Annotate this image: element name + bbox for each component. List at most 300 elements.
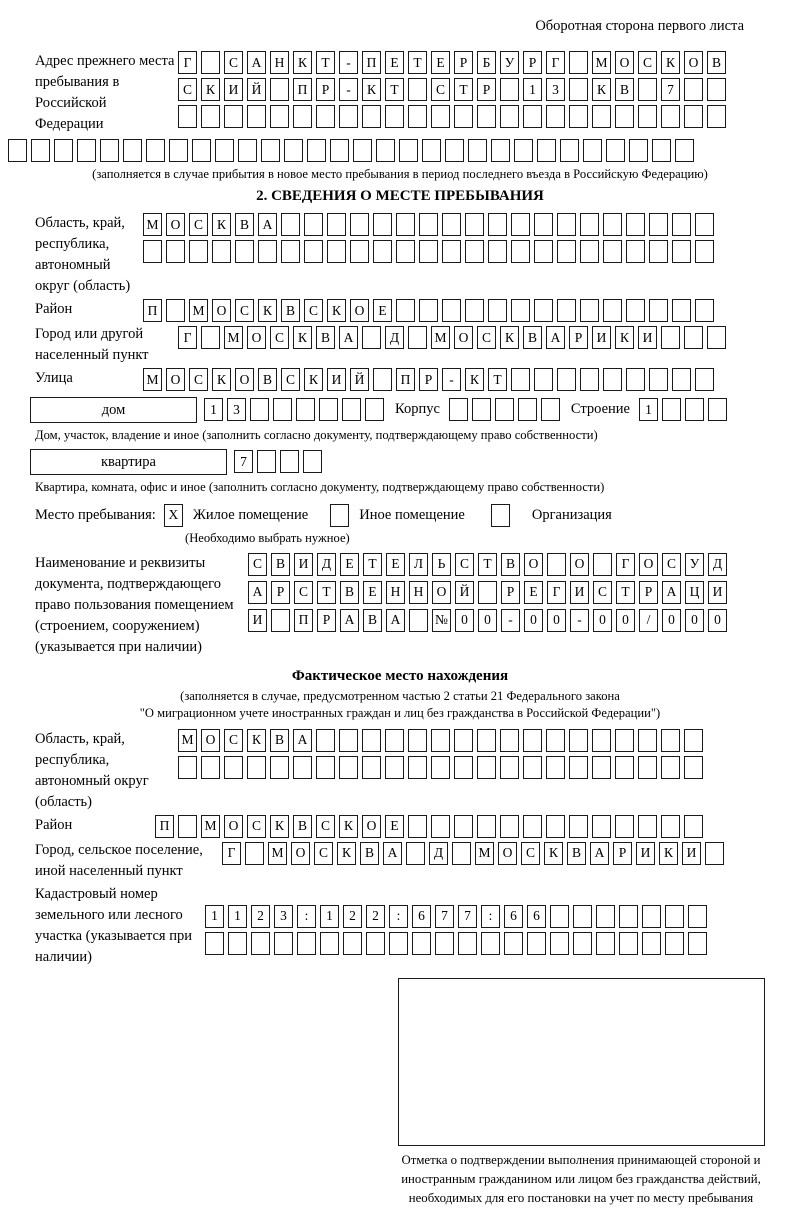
char-cell[interactable]: В — [340, 581, 359, 604]
char-cell[interactable]: С — [247, 815, 266, 838]
char-cell[interactable] — [192, 139, 211, 162]
char-cell[interactable] — [619, 932, 638, 955]
char-cell[interactable] — [638, 78, 657, 101]
char-cell[interactable] — [350, 240, 369, 263]
char-cell[interactable] — [626, 368, 645, 391]
char-cell[interactable] — [685, 398, 704, 421]
char-cell[interactable]: Г — [616, 553, 635, 576]
char-cell[interactable]: - — [501, 609, 520, 632]
char-cell[interactable] — [557, 213, 576, 236]
char-cell[interactable]: О — [212, 299, 231, 322]
char-cell[interactable]: П — [294, 609, 313, 632]
char-cell[interactable] — [649, 368, 668, 391]
char-cell[interactable]: М — [475, 842, 494, 865]
char-cell[interactable]: О — [247, 326, 266, 349]
checkbox-organizaciya[interactable] — [491, 504, 510, 527]
char-cell[interactable]: 7 — [234, 450, 253, 473]
char-cell[interactable] — [511, 299, 530, 322]
char-cell[interactable] — [593, 553, 612, 576]
char-cell[interactable] — [123, 139, 142, 162]
char-cell[interactable] — [408, 756, 427, 779]
char-cell[interactable] — [661, 815, 680, 838]
char-cell[interactable] — [672, 240, 691, 263]
char-cell[interactable] — [626, 299, 645, 322]
char-cell[interactable]: П — [293, 78, 312, 101]
char-cell[interactable] — [353, 139, 372, 162]
char-cell[interactable] — [396, 240, 415, 263]
char-cell[interactable] — [684, 756, 703, 779]
char-cell[interactable] — [399, 139, 418, 162]
char-cell[interactable] — [629, 139, 648, 162]
char-cell[interactable] — [389, 932, 408, 955]
char-cell[interactable]: 1 — [204, 398, 223, 421]
char-cell[interactable]: С — [189, 368, 208, 391]
char-cell[interactable] — [396, 299, 415, 322]
char-cell[interactable] — [675, 139, 694, 162]
char-cell[interactable] — [488, 240, 507, 263]
char-cell[interactable]: 0 — [455, 609, 474, 632]
char-cell[interactable] — [523, 729, 542, 752]
char-cell[interactable]: К — [544, 842, 563, 865]
char-cell[interactable] — [178, 815, 197, 838]
char-cell[interactable] — [638, 729, 657, 752]
char-cell[interactable]: В — [360, 842, 379, 865]
char-cell[interactable]: И — [592, 326, 611, 349]
char-cell[interactable]: А — [258, 213, 277, 236]
char-cell[interactable]: М — [224, 326, 243, 349]
char-cell[interactable] — [569, 815, 588, 838]
char-cell[interactable] — [339, 756, 358, 779]
char-cell[interactable] — [419, 299, 438, 322]
char-cell[interactable]: Й — [455, 581, 474, 604]
char-cell[interactable]: Е — [363, 581, 382, 604]
char-cell[interactable]: : — [481, 905, 500, 928]
char-cell[interactable] — [454, 815, 473, 838]
char-cell[interactable] — [550, 932, 569, 955]
char-cell[interactable]: О — [201, 729, 220, 752]
char-cell[interactable] — [454, 756, 473, 779]
char-cell[interactable] — [442, 213, 461, 236]
char-cell[interactable] — [396, 213, 415, 236]
char-cell[interactable]: К — [212, 368, 231, 391]
char-cell[interactable] — [500, 105, 519, 128]
char-cell[interactable] — [373, 213, 392, 236]
char-cell[interactable] — [293, 105, 312, 128]
char-cell[interactable] — [573, 932, 592, 955]
char-cell[interactable] — [454, 729, 473, 752]
char-cell[interactable]: В — [235, 213, 254, 236]
char-cell[interactable] — [661, 729, 680, 752]
char-cell[interactable] — [592, 756, 611, 779]
char-cell[interactable] — [615, 756, 634, 779]
char-cell[interactable] — [319, 398, 338, 421]
char-cell[interactable] — [695, 299, 714, 322]
char-cell[interactable] — [606, 139, 625, 162]
char-cell[interactable] — [695, 213, 714, 236]
char-cell[interactable]: И — [708, 581, 727, 604]
char-cell[interactable] — [569, 756, 588, 779]
char-cell[interactable]: К — [293, 51, 312, 74]
char-cell[interactable]: Т — [363, 553, 382, 576]
char-cell[interactable]: Е — [385, 815, 404, 838]
char-cell[interactable] — [201, 51, 220, 74]
char-cell[interactable]: О — [615, 51, 634, 74]
char-cell[interactable]: О — [524, 553, 543, 576]
char-cell[interactable]: К — [293, 326, 312, 349]
char-cell[interactable]: Т — [616, 581, 635, 604]
char-cell[interactable] — [452, 842, 471, 865]
char-cell[interactable] — [366, 932, 385, 955]
char-cell[interactable] — [580, 368, 599, 391]
char-cell[interactable] — [649, 299, 668, 322]
char-cell[interactable]: В — [281, 299, 300, 322]
char-cell[interactable] — [477, 815, 496, 838]
char-cell[interactable] — [626, 240, 645, 263]
char-cell[interactable] — [408, 326, 427, 349]
char-cell[interactable]: 2 — [366, 905, 385, 928]
char-cell[interactable]: 0 — [524, 609, 543, 632]
char-cell[interactable] — [705, 842, 724, 865]
char-cell[interactable] — [169, 139, 188, 162]
char-cell[interactable]: А — [383, 842, 402, 865]
char-cell[interactable]: 1 — [205, 905, 224, 928]
char-cell[interactable] — [431, 815, 450, 838]
char-cell[interactable] — [201, 326, 220, 349]
char-cell[interactable]: А — [662, 581, 681, 604]
char-cell[interactable]: И — [294, 553, 313, 576]
char-cell[interactable]: С — [316, 815, 335, 838]
char-cell[interactable]: С — [521, 842, 540, 865]
char-cell[interactable] — [224, 756, 243, 779]
char-cell[interactable] — [247, 756, 266, 779]
char-cell[interactable]: Т — [478, 553, 497, 576]
char-cell[interactable]: Т — [488, 368, 507, 391]
char-cell[interactable]: 2 — [343, 905, 362, 928]
char-cell[interactable] — [661, 756, 680, 779]
char-cell[interactable]: Е — [373, 299, 392, 322]
char-cell[interactable]: Р — [523, 51, 542, 74]
char-cell[interactable] — [684, 105, 703, 128]
char-cell[interactable]: Д — [429, 842, 448, 865]
char-cell[interactable] — [373, 240, 392, 263]
char-cell[interactable]: Р — [454, 51, 473, 74]
char-cell[interactable]: 6 — [527, 905, 546, 928]
char-cell[interactable]: М — [268, 842, 287, 865]
char-cell[interactable] — [518, 398, 537, 421]
char-cell[interactable]: Г — [222, 842, 241, 865]
char-cell[interactable]: К — [500, 326, 519, 349]
char-cell[interactable]: С — [455, 553, 474, 576]
char-cell[interactable] — [442, 299, 461, 322]
char-cell[interactable]: 1 — [320, 905, 339, 928]
char-cell[interactable] — [166, 240, 185, 263]
char-cell[interactable] — [270, 78, 289, 101]
char-cell[interactable]: С — [189, 213, 208, 236]
char-cell[interactable] — [297, 932, 316, 955]
char-cell[interactable]: С — [224, 729, 243, 752]
char-cell[interactable]: 7 — [458, 905, 477, 928]
char-cell[interactable]: Г — [547, 581, 566, 604]
char-cell[interactable] — [245, 842, 264, 865]
char-cell[interactable]: С — [593, 581, 612, 604]
char-cell[interactable] — [281, 240, 300, 263]
char-cell[interactable] — [442, 240, 461, 263]
char-cell[interactable]: В — [316, 326, 335, 349]
char-cell[interactable]: К — [592, 78, 611, 101]
char-cell[interactable] — [573, 905, 592, 928]
char-cell[interactable]: П — [362, 51, 381, 74]
char-cell[interactable]: О — [350, 299, 369, 322]
char-cell[interactable]: Н — [409, 581, 428, 604]
char-cell[interactable] — [100, 139, 119, 162]
char-cell[interactable] — [695, 240, 714, 263]
char-cell[interactable]: Т — [408, 51, 427, 74]
char-cell[interactable] — [31, 139, 50, 162]
char-cell[interactable]: Р — [271, 581, 290, 604]
char-cell[interactable]: К — [247, 729, 266, 752]
char-cell[interactable]: 1 — [523, 78, 542, 101]
char-cell[interactable] — [454, 105, 473, 128]
char-cell[interactable]: Й — [350, 368, 369, 391]
char-cell[interactable] — [665, 905, 684, 928]
char-cell[interactable]: К — [258, 299, 277, 322]
char-cell[interactable]: Р — [501, 581, 520, 604]
char-cell[interactable]: О — [454, 326, 473, 349]
char-cell[interactable] — [652, 139, 671, 162]
char-cell[interactable]: - — [339, 78, 358, 101]
char-cell[interactable] — [445, 139, 464, 162]
char-cell[interactable] — [330, 139, 349, 162]
char-cell[interactable]: М — [143, 368, 162, 391]
char-cell[interactable]: Т — [454, 78, 473, 101]
char-cell[interactable] — [304, 213, 323, 236]
char-cell[interactable]: У — [500, 51, 519, 74]
char-cell[interactable] — [385, 756, 404, 779]
char-cell[interactable] — [376, 139, 395, 162]
char-cell[interactable]: В — [258, 368, 277, 391]
char-cell[interactable] — [592, 815, 611, 838]
char-cell[interactable] — [596, 932, 615, 955]
char-cell[interactable] — [504, 932, 523, 955]
char-cell[interactable]: С — [477, 326, 496, 349]
char-cell[interactable]: С — [304, 299, 323, 322]
char-cell[interactable]: 2 — [251, 905, 270, 928]
char-cell[interactable] — [580, 299, 599, 322]
char-cell[interactable]: С — [235, 299, 254, 322]
char-cell[interactable] — [557, 240, 576, 263]
char-cell[interactable]: А — [590, 842, 609, 865]
char-cell[interactable] — [596, 905, 615, 928]
char-cell[interactable] — [431, 105, 450, 128]
char-cell[interactable] — [534, 240, 553, 263]
char-cell[interactable] — [534, 368, 553, 391]
char-cell[interactable]: Ь — [432, 553, 451, 576]
char-cell[interactable]: М — [201, 815, 220, 838]
char-cell[interactable]: О — [166, 368, 185, 391]
char-cell[interactable] — [638, 756, 657, 779]
char-cell[interactable]: К — [465, 368, 484, 391]
char-cell[interactable]: М — [592, 51, 611, 74]
char-cell[interactable] — [409, 609, 428, 632]
char-cell[interactable] — [365, 398, 384, 421]
char-cell[interactable]: 7 — [661, 78, 680, 101]
char-cell[interactable]: И — [248, 609, 267, 632]
char-cell[interactable] — [707, 78, 726, 101]
char-cell[interactable] — [431, 729, 450, 752]
char-cell[interactable] — [500, 815, 519, 838]
char-cell[interactable] — [546, 756, 565, 779]
char-cell[interactable]: И — [638, 326, 657, 349]
char-cell[interactable] — [146, 139, 165, 162]
char-cell[interactable] — [316, 729, 335, 752]
char-cell[interactable] — [419, 240, 438, 263]
char-cell[interactable]: К — [661, 51, 680, 74]
char-cell[interactable]: Е — [340, 553, 359, 576]
char-cell[interactable]: 3 — [227, 398, 246, 421]
char-cell[interactable] — [250, 398, 269, 421]
char-cell[interactable] — [580, 213, 599, 236]
char-cell[interactable] — [477, 729, 496, 752]
char-cell[interactable] — [649, 240, 668, 263]
char-cell[interactable] — [316, 756, 335, 779]
char-cell[interactable] — [569, 729, 588, 752]
char-cell[interactable]: С — [248, 553, 267, 576]
char-cell[interactable]: О — [166, 213, 185, 236]
char-cell[interactable] — [212, 240, 231, 263]
char-cell[interactable]: А — [340, 609, 359, 632]
char-cell[interactable] — [224, 105, 243, 128]
char-cell[interactable] — [271, 609, 290, 632]
char-cell[interactable]: В — [523, 326, 542, 349]
char-cell[interactable] — [569, 105, 588, 128]
char-cell[interactable]: А — [293, 729, 312, 752]
char-cell[interactable]: С — [638, 51, 657, 74]
char-cell[interactable] — [500, 78, 519, 101]
char-cell[interactable]: С — [294, 581, 313, 604]
char-cell[interactable] — [688, 905, 707, 928]
char-cell[interactable]: В — [270, 729, 289, 752]
char-cell[interactable] — [560, 139, 579, 162]
char-cell[interactable] — [408, 105, 427, 128]
char-cell[interactable] — [511, 240, 530, 263]
char-cell[interactable]: Л — [409, 553, 428, 576]
char-cell[interactable]: Р — [477, 78, 496, 101]
char-cell[interactable] — [296, 398, 315, 421]
char-cell[interactable]: И — [636, 842, 655, 865]
char-cell[interactable]: 6 — [504, 905, 523, 928]
char-cell[interactable]: Е — [431, 51, 450, 74]
char-cell[interactable] — [481, 932, 500, 955]
char-cell[interactable]: А — [248, 581, 267, 604]
char-cell[interactable] — [422, 139, 441, 162]
char-cell[interactable] — [408, 729, 427, 752]
char-cell[interactable] — [514, 139, 533, 162]
char-cell[interactable] — [546, 729, 565, 752]
char-cell[interactable] — [468, 139, 487, 162]
char-cell[interactable] — [661, 105, 680, 128]
apartment-box[interactable]: квартира — [30, 449, 227, 475]
char-cell[interactable] — [615, 815, 634, 838]
char-cell[interactable]: - — [570, 609, 589, 632]
char-cell[interactable]: О — [498, 842, 517, 865]
char-cell[interactable]: : — [297, 905, 316, 928]
char-cell[interactable] — [534, 299, 553, 322]
char-cell[interactable]: О — [235, 368, 254, 391]
char-cell[interactable]: О — [684, 51, 703, 74]
char-cell[interactable] — [626, 213, 645, 236]
char-cell[interactable] — [638, 815, 657, 838]
char-cell[interactable] — [472, 398, 491, 421]
char-cell[interactable] — [500, 756, 519, 779]
char-cell[interactable] — [431, 756, 450, 779]
char-cell[interactable] — [569, 78, 588, 101]
char-cell[interactable]: В — [271, 553, 290, 576]
char-cell[interactable]: : — [389, 905, 408, 928]
char-cell[interactable] — [304, 240, 323, 263]
char-cell[interactable]: В — [707, 51, 726, 74]
char-cell[interactable]: О — [362, 815, 381, 838]
char-cell[interactable] — [54, 139, 73, 162]
char-cell[interactable]: О — [639, 553, 658, 576]
char-cell[interactable] — [316, 105, 335, 128]
checkbox-inoe[interactable] — [330, 504, 349, 527]
char-cell[interactable]: Р — [316, 78, 335, 101]
char-cell[interactable]: К — [201, 78, 220, 101]
char-cell[interactable] — [327, 240, 346, 263]
char-cell[interactable]: - — [339, 51, 358, 74]
char-cell[interactable]: Д — [385, 326, 404, 349]
char-cell[interactable]: И — [682, 842, 701, 865]
char-cell[interactable] — [412, 932, 431, 955]
char-cell[interactable] — [684, 729, 703, 752]
char-cell[interactable] — [534, 213, 553, 236]
char-cell[interactable] — [228, 932, 247, 955]
char-cell[interactable] — [603, 368, 622, 391]
char-cell[interactable] — [166, 299, 185, 322]
char-cell[interactable]: А — [247, 51, 266, 74]
checkbox-zhiloe[interactable]: X — [164, 504, 183, 527]
char-cell[interactable]: Н — [270, 51, 289, 74]
char-cell[interactable]: 1 — [639, 398, 658, 421]
char-cell[interactable] — [662, 398, 681, 421]
char-cell[interactable]: Й — [247, 78, 266, 101]
char-cell[interactable] — [205, 932, 224, 955]
char-cell[interactable] — [557, 368, 576, 391]
char-cell[interactable] — [362, 729, 381, 752]
char-cell[interactable] — [258, 240, 277, 263]
char-cell[interactable] — [257, 450, 276, 473]
char-cell[interactable] — [527, 932, 546, 955]
char-cell[interactable] — [385, 105, 404, 128]
char-cell[interactable]: В — [363, 609, 382, 632]
char-cell[interactable]: С — [662, 553, 681, 576]
char-cell[interactable]: К — [337, 842, 356, 865]
char-cell[interactable]: Г — [178, 326, 197, 349]
char-cell[interactable]: Д — [317, 553, 336, 576]
char-cell[interactable]: О — [291, 842, 310, 865]
char-cell[interactable] — [458, 932, 477, 955]
char-cell[interactable]: С — [178, 78, 197, 101]
char-cell[interactable] — [684, 78, 703, 101]
char-cell[interactable]: Б — [477, 51, 496, 74]
char-cell[interactable] — [293, 756, 312, 779]
char-cell[interactable] — [537, 139, 556, 162]
char-cell[interactable] — [477, 105, 496, 128]
char-cell[interactable] — [708, 398, 727, 421]
char-cell[interactable] — [251, 932, 270, 955]
char-cell[interactable]: У — [685, 553, 704, 576]
char-cell[interactable] — [688, 932, 707, 955]
